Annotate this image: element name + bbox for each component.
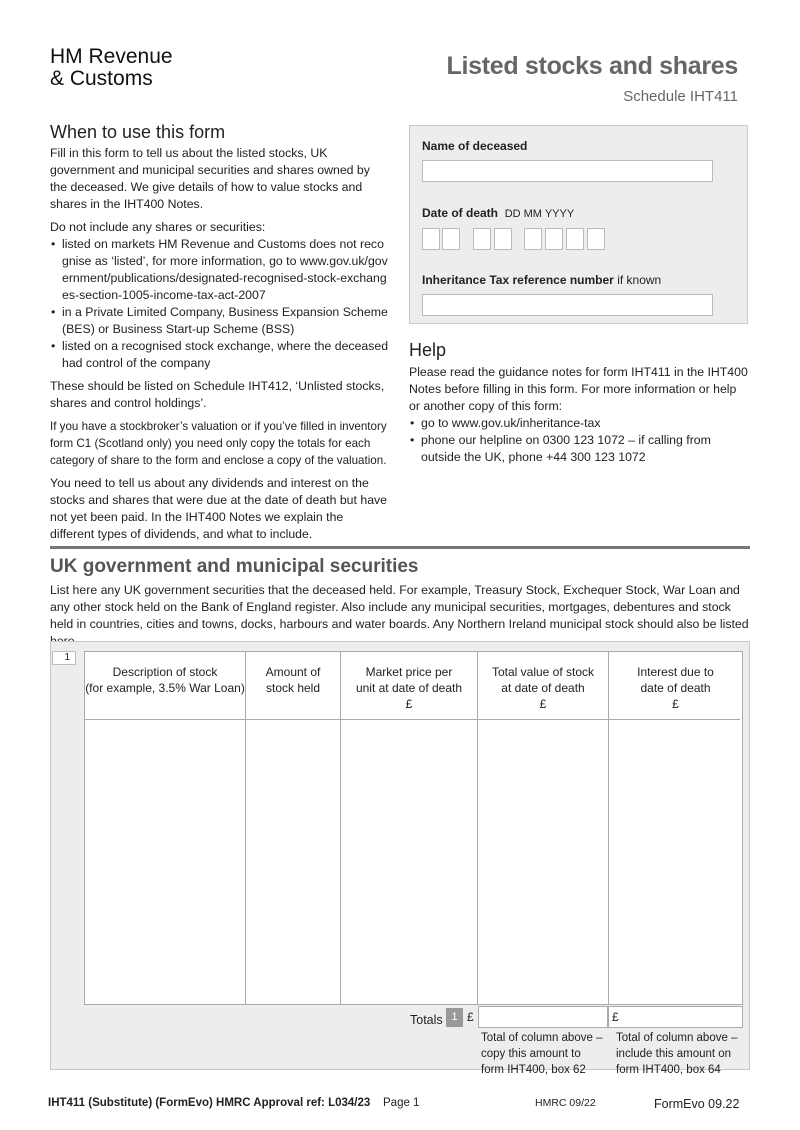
amount-column[interactable] bbox=[246, 652, 341, 1004]
exclusion-item: • listed on markets HM Revenue and Customs does not recognise as ‘listed’, for more information, go to www.gov.uk/government/publications/designated-recognised-stock-exchanges-section-1005-income-tax-act-2007 bbox=[62, 236, 390, 304]
description-column[interactable] bbox=[85, 652, 246, 1004]
section-divider bbox=[50, 546, 750, 549]
when-paragraph-5: You need to tell us about any dividends and interest on the stocks and shares that were due at the date of death but have not yet been paid. In the IHT400 Notes we explain the different types of dividends, and what to include. bbox=[50, 476, 388, 541]
totals-box-number: 1 bbox=[446, 1008, 463, 1027]
when-paragraph-4: If you have a stockbroker’s valuation or if you’ve filled in inventory form C1 (Scotland only) you need only copy the totals for each category of share to the form and enclose a copy of the valuation. bbox=[50, 420, 387, 467]
totals-label: Totals bbox=[410, 1013, 443, 1027]
total-interest-note: Total of column above – include this amount on form IHT400, box 64 bbox=[616, 1032, 738, 1076]
deceased-details-panel bbox=[409, 125, 748, 324]
pound-sign: £ bbox=[612, 1010, 619, 1024]
form-title: Listed stocks and shares bbox=[446, 52, 738, 80]
total-interest-input[interactable] bbox=[608, 1006, 743, 1028]
box-number: 1 bbox=[52, 651, 76, 665]
dod-month-digit-1[interactable] bbox=[473, 228, 491, 250]
section-heading: UK government and municipal securities bbox=[50, 556, 419, 577]
form-subtitle: Schedule IHT411 bbox=[623, 88, 738, 105]
dod-day-digit-1[interactable] bbox=[422, 228, 440, 250]
exclusion-item: • listed on a recognised stock exchange, where the deceased had control of the company bbox=[62, 338, 390, 372]
logo-line-1: HM Revenue bbox=[50, 45, 173, 68]
help-item: • go to www.gov.uk/inheritance-tax bbox=[421, 415, 749, 432]
logo-line-2: & Customs bbox=[50, 67, 153, 90]
section-intro: List here any UK government securities that the deceased held. For example, Treasury Stock, Exchequer Stock, War Loan and any other stock held on the Bank of England register. Also include any municipal securities, mortgages, debentures and stock held in countries, cities and towns, docks, harbours and water boards. Any Northern Ireland municipal stock should also be listed bbox=[50, 583, 749, 631]
column-header: Market price per unit at date of death £ bbox=[355, 665, 463, 711]
pound-sign: £ bbox=[467, 1010, 474, 1024]
when-paragraph-3: These should be listed on Schedule IHT412, ‘Unlisted stocks, shares and control holdings’. bbox=[50, 379, 385, 410]
dod-year-digit-2[interactable] bbox=[545, 228, 563, 250]
footer-page: Page 1 bbox=[383, 1097, 420, 1109]
column-header: Total value of stock at date of death £ bbox=[491, 665, 595, 711]
footer-form-ref: IHT411 (Substitute) (FormEvo) HMRC Approval ref: L034/23 bbox=[48, 1097, 371, 1109]
dod-year-digit-1[interactable] bbox=[524, 228, 542, 250]
when-paragraph-2: Do not include any shares or securities: bbox=[50, 220, 266, 234]
hmrc-logo bbox=[50, 46, 173, 90]
iht-reference-input[interactable] bbox=[422, 294, 713, 316]
total-value-column[interactable] bbox=[478, 652, 609, 1004]
dod-day-digit-2[interactable] bbox=[442, 228, 460, 250]
footer-hmrc-version: HMRC 09/22 bbox=[535, 1097, 596, 1109]
securities-table bbox=[84, 651, 743, 1005]
help-list bbox=[409, 415, 749, 466]
interest-due-column[interactable] bbox=[609, 652, 742, 1004]
footer-formevo: FormEvo 09.22 bbox=[654, 1097, 740, 1111]
dod-year-digit-4[interactable] bbox=[587, 228, 605, 250]
date-format-hint: DD MM YYYY bbox=[504, 208, 575, 220]
exclusion-list bbox=[50, 236, 390, 372]
name-label: Name of deceased bbox=[422, 139, 528, 153]
date-of-death-label: Date of death DD MM YYYY bbox=[422, 206, 575, 220]
help-section bbox=[409, 342, 749, 466]
exclusion-item: • in a Private Limited Company, Business Expansion Scheme (BES) or Business Start-up Scheme (BSS) bbox=[62, 304, 390, 338]
when-heading: When to use this form bbox=[50, 122, 226, 142]
name-of-deceased-input[interactable] bbox=[422, 160, 713, 182]
header-divider bbox=[85, 719, 740, 720]
help-item: • phone our helpline on 0300 123 1072 – if calling from outside the UK, phone +44 300 123 1072 bbox=[421, 432, 749, 466]
column-header: Description of stock (for example, 3.5% War Loan) bbox=[85, 665, 245, 695]
market-price-column[interactable] bbox=[341, 652, 478, 1004]
dod-year-digit-3[interactable] bbox=[566, 228, 584, 250]
dod-month-digit-2[interactable] bbox=[494, 228, 512, 250]
help-paragraph: Please read the guidance notes for form IHT411 in the IHT400 Notes before filling in this form. For more information or help or another copy of this form: bbox=[409, 365, 748, 413]
help-heading: Help bbox=[409, 340, 447, 360]
total-value-input[interactable] bbox=[478, 1006, 608, 1028]
when-to-use-section bbox=[50, 124, 390, 549]
column-header: Amount of stock held bbox=[265, 665, 321, 695]
iht-reference-label: Inheritance Tax reference number if known bbox=[422, 273, 662, 287]
when-paragraph-1: Fill in this form to tell us about the listed stocks, UK government and municipal securities and shares owned by the deceased. We give details of how to value stocks and shares in the IHT400 Notes. bbox=[50, 146, 370, 211]
total-value-note: Total of column above – copy this amount to form IHT400, box 62 bbox=[481, 1032, 603, 1076]
column-header: Interest due to date of death £ bbox=[637, 665, 714, 711]
